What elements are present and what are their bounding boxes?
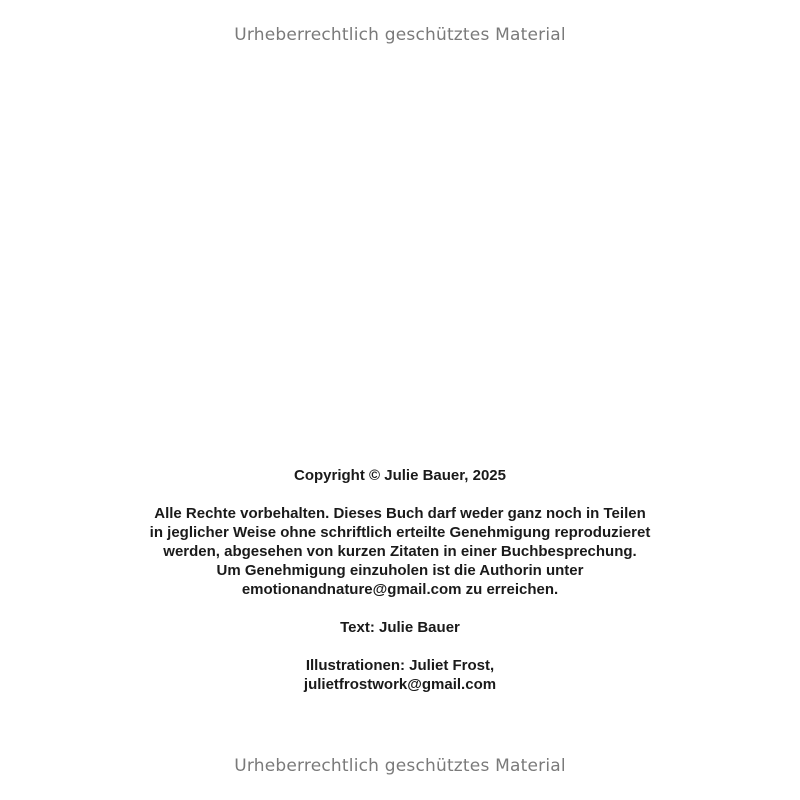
rights-line: Um Genehmigung einzuholen ist die Authorin unter xyxy=(216,562,584,579)
rights-line-email: emotionandnature@gmail.com zu erreichen. xyxy=(241,581,559,598)
rights-line: Alle Rechte vorbehalten. Dieses Buch darf weder ganz noch in Teilen xyxy=(154,505,646,522)
rights-line: werden, abgesehen von kurzen Zitaten in einer Buchbesprechung. xyxy=(163,543,637,560)
copyright-page-text xyxy=(0,466,800,694)
rights-line: in jeglicher Weise ohne schriftlich erteilte Genehmigung reproduzieret xyxy=(149,524,651,541)
illustration-email: julietfrostwork@gmail.com xyxy=(303,676,497,693)
watermark-top: Urheberrechtlich geschütztes Material xyxy=(234,25,566,45)
text-credit: Text: Julie Bauer xyxy=(340,619,460,636)
copyright-notice: Copyright © Julie Bauer, 2025 xyxy=(294,467,506,484)
illustration-credit: Illustrationen: Juliet Frost, xyxy=(305,657,495,674)
watermark-bottom: Urheberrechtlich geschütztes Material xyxy=(234,756,566,776)
